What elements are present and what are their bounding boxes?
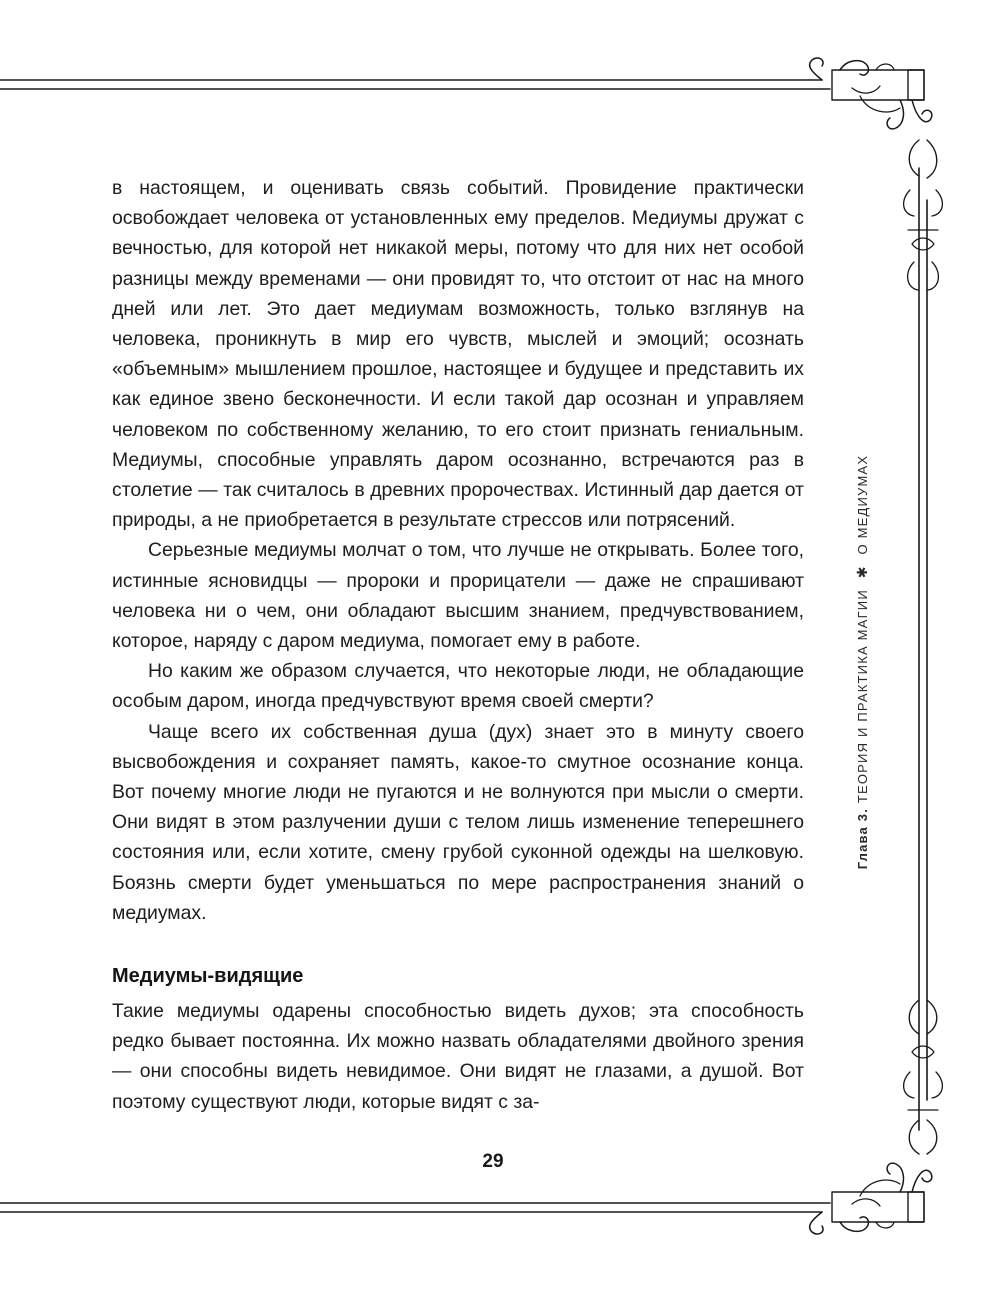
- page-number: 29: [482, 1151, 504, 1172]
- running-head-title: ТЕОРИЯ И ПРАКТИКА МАГИИ: [855, 589, 870, 804]
- running-head-section: О МЕДИУМАХ: [855, 454, 870, 555]
- star-flower-icon: ✱: [854, 565, 870, 579]
- body-paragraph-2: Серьезные медиумы молчат о том, что лучше не открывать. Более того, истинные ясновидцы — пророки и прорицатели — даже не спрашивают человека ни о чем, они обладают высшим знанием, предчувствованием, которое, наряду с даром медиума, помогает ему в работе.: [112, 539, 804, 653]
- body-paragraph-4: Чаще всего их собственная душа (дух) знает это в минуту своего высвобождения и сохраняет память, какое-то смутное осознание конца. Вот почему многие люди не пугаются и не волнуются при мысли о смерти. Они видят в этом разлучении души с телом лишь изменение теперешнего состояния или, если хотите, смену грубой суконной одежды на шелковую. Боязнь смерти будет уменьшаться по мере распространения знаний о медиумах.: [112, 720, 804, 924]
- running-head: [851, 442, 873, 882]
- body-paragraph-1: в настоящем, и оценивать связь событий. Провидение практически освобождает человека от установленных ему пределов. Медиумы дружат с вечностью, для которой нет никакой меры, потому что для них нет особой разницы между временами — они провидят то, что отстоит от нас на много дней или лет. Это дает медиумам возможность, только взглянув на человека, проникнуть в мир его чувств, мыслей и эмоций; осознать «объемным» мышлением прошлое, настоящее и будущее и представить их как единое звено бесконечности. И если такой дар осознан и управляем человеком по собственному желанию, то его стоит признать гениальным. Медиумы, способные управлять даром осознанно, встречаются раз в столетие — так считалось в древних пророчествах. Истинный дар дается от природы, а не приобретается в результате стрессов или потрясений.: [112, 177, 804, 532]
- section-paragraph: Такие медиумы одарены способностью видеть духов; эта способность редко бывает постоянна. Их можно назвать обладателями двойного зрения — они способны видеть невидимое. Они видят не глазами, а душой. Вот поэтому существуют люди, которые видят с за-: [112, 1000, 804, 1113]
- main-text-column: [112, 173, 804, 1117]
- body-paragraph-3: Но каким же образом случается, что некоторые люди, не обладающие особым даром, иногда предчувствуют время своей смерти?: [112, 660, 804, 713]
- section-heading: Медиумы-видящие: [112, 965, 304, 988]
- running-head-chapter: Глава 3.: [855, 807, 870, 870]
